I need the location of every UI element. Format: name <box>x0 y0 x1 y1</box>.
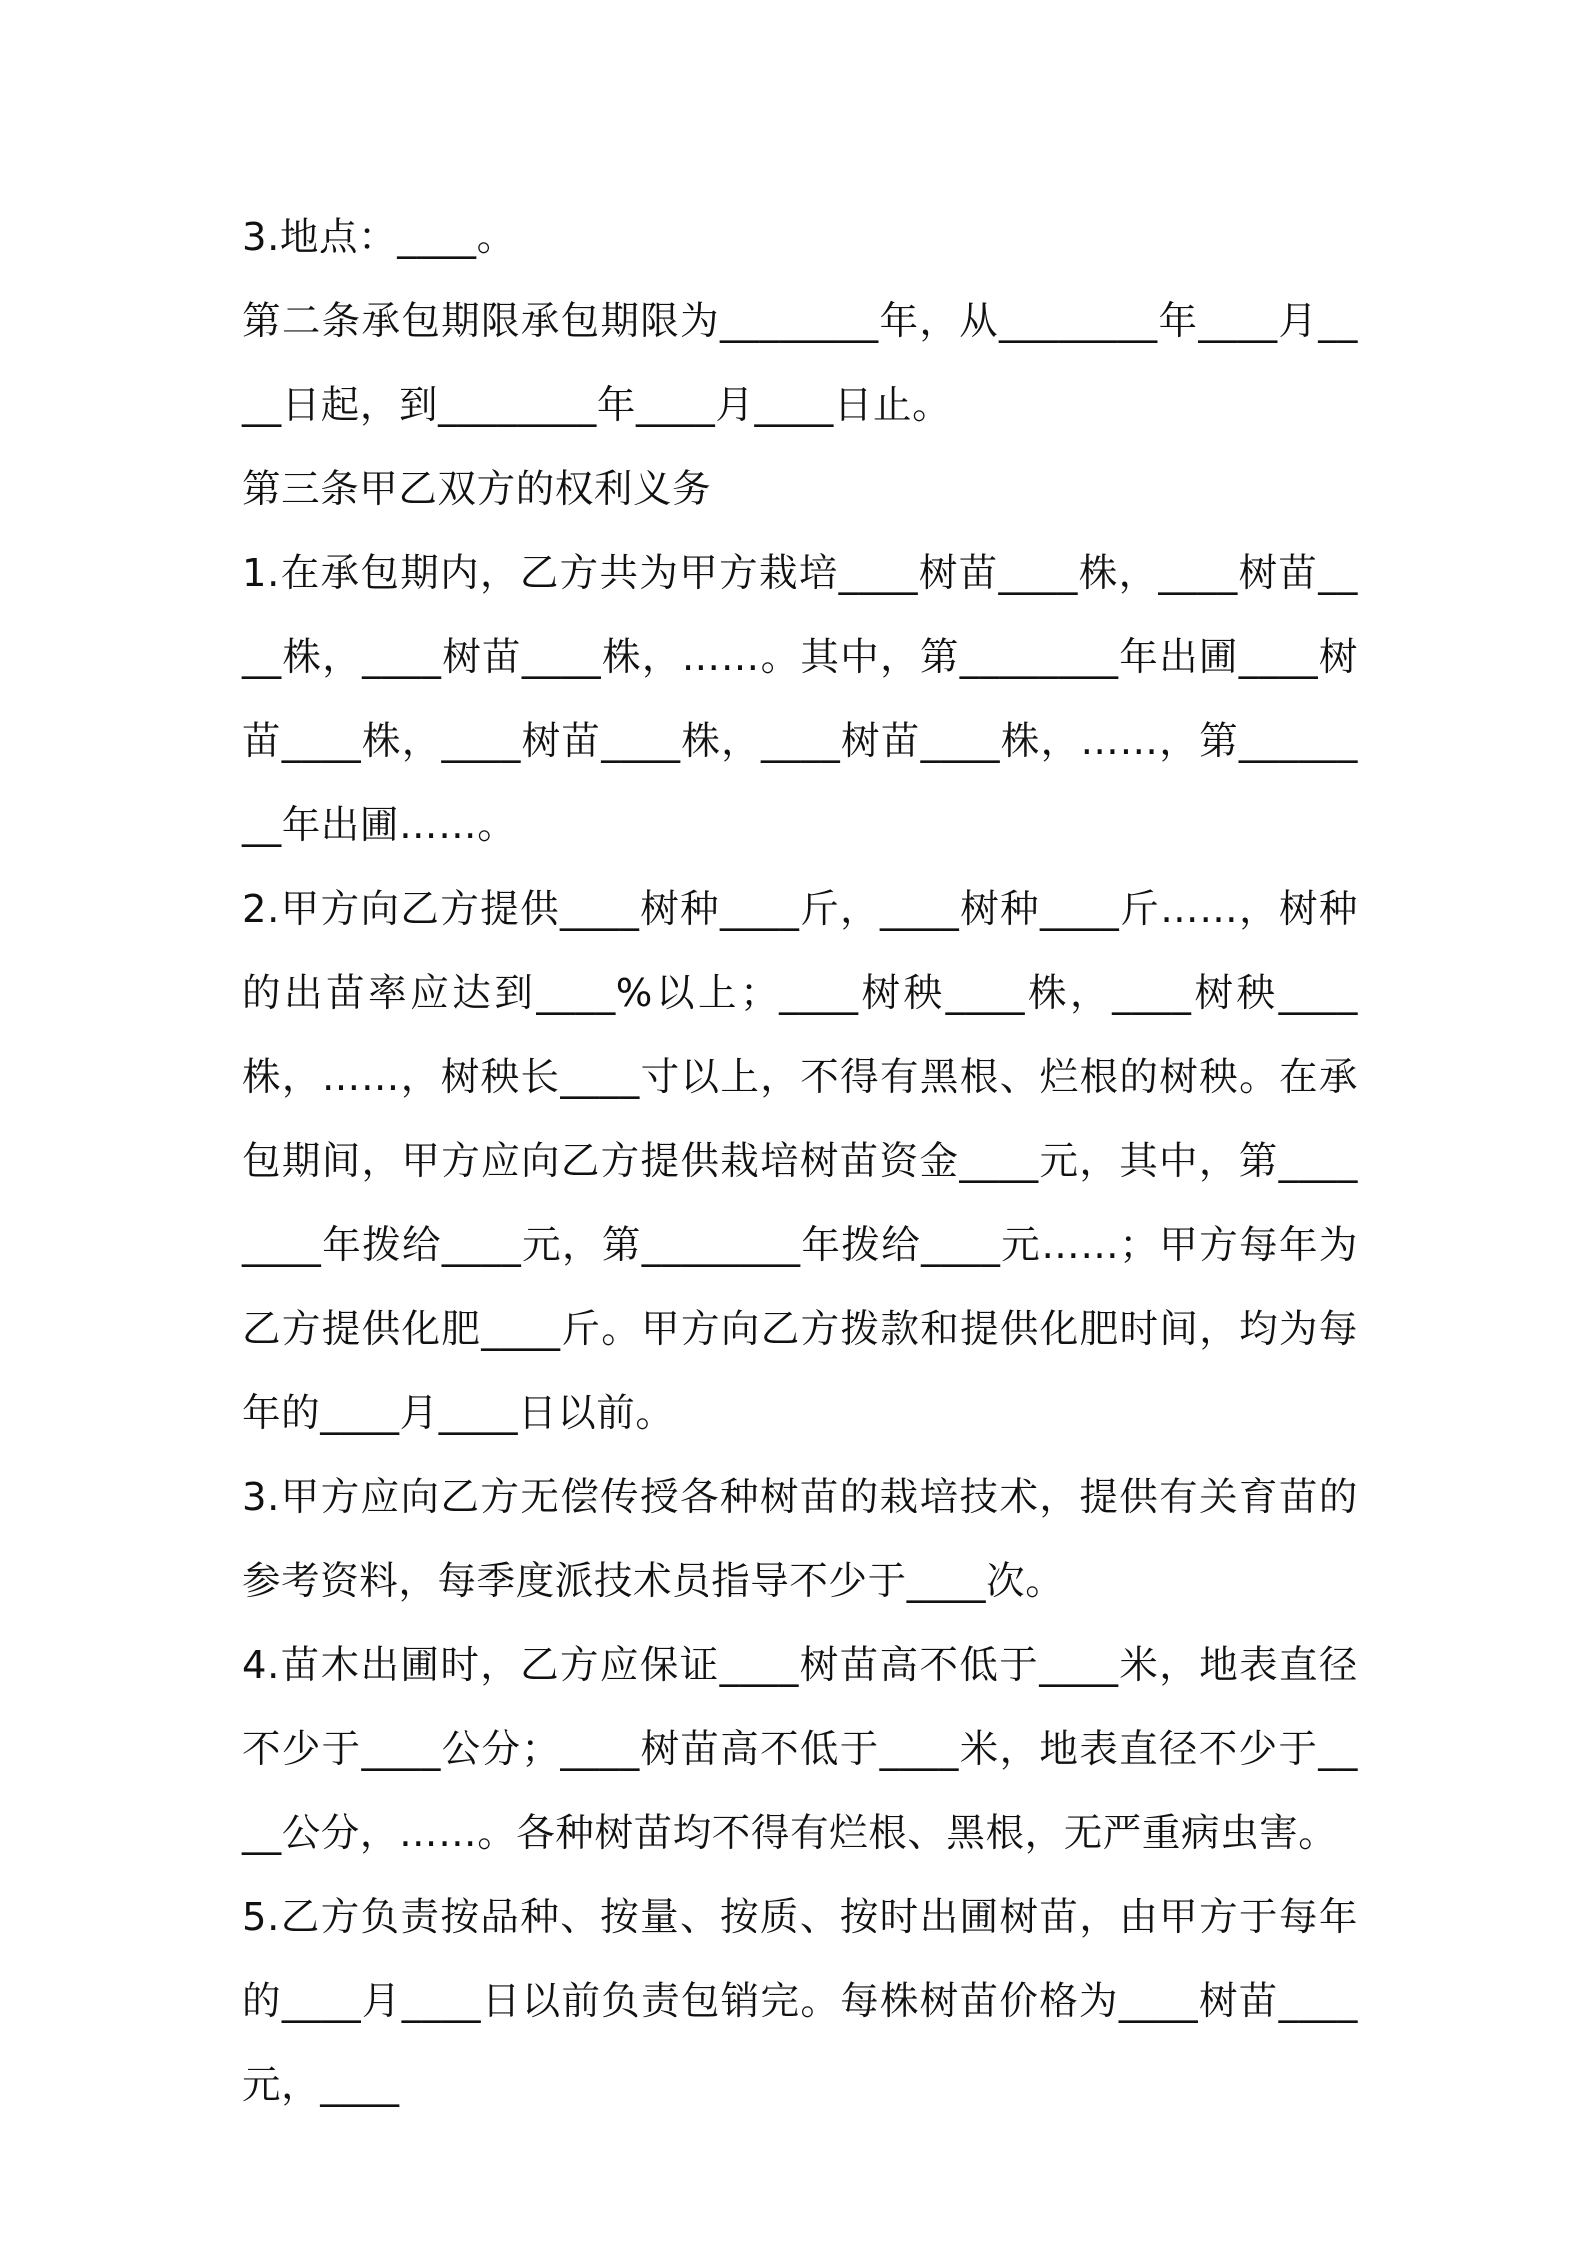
clause-quality-standard: 4.苗木出圃时，乙方应保证____树苗高不低于____米，地表直径不少于____公分；____树苗高不低于____米，地表直径不少于____公分，……。各种树苗均不得有烂根、黑根，无严重病虫害。 <box>242 1643 1358 1856</box>
contract-body <box>242 196 1358 2128</box>
clause-sales: 5.乙方负责按品种、按量、按质、按时出圃树苗，由甲方于每年的____月____日以前负责包销完。每株树苗价格为____树苗____元，____ <box>242 1895 1358 2108</box>
clause-technical-guidance: 3.甲方应向乙方无偿传授各种树苗的栽培技术，提供有关育苗的参考资料，每季度派技术员指导不少于____次。 <box>242 1475 1358 1604</box>
clause-cultivation: 1.在承包期内，乙方共为甲方栽培____树苗____株，____树苗____株，____树苗____株，……。其中，第________年出圃____树苗____株，____树苗____株，____树苗____株，……，第________年出圃……。 <box>242 551 1358 848</box>
clause-contract-term: 第二条承包期限承包期限为________年，从________年____月____日起，到________年____月____日止。 <box>242 299 1358 428</box>
clause-location: 3.地点：____。 <box>242 215 516 260</box>
clause-rights-heading: 第三条甲乙双方的权利义务 <box>242 467 712 512</box>
clause-supply: 2.甲方向乙方提供____树种____斤，____树种____斤……，树种的出苗率应达到____%以上；____树秧____株，____树秧____株，……，树秧长____寸以上，不得有黑根、烂根的树秧。在承包期间，甲方应向乙方提供栽培树苗资金____元，其中，第________年拨给____元，第________年拨给____元……；甲方每年为乙方提供化肥____斤。甲方向乙方拨款和提供化肥时间，均为每年的____月____日以前。 <box>242 887 1358 1436</box>
